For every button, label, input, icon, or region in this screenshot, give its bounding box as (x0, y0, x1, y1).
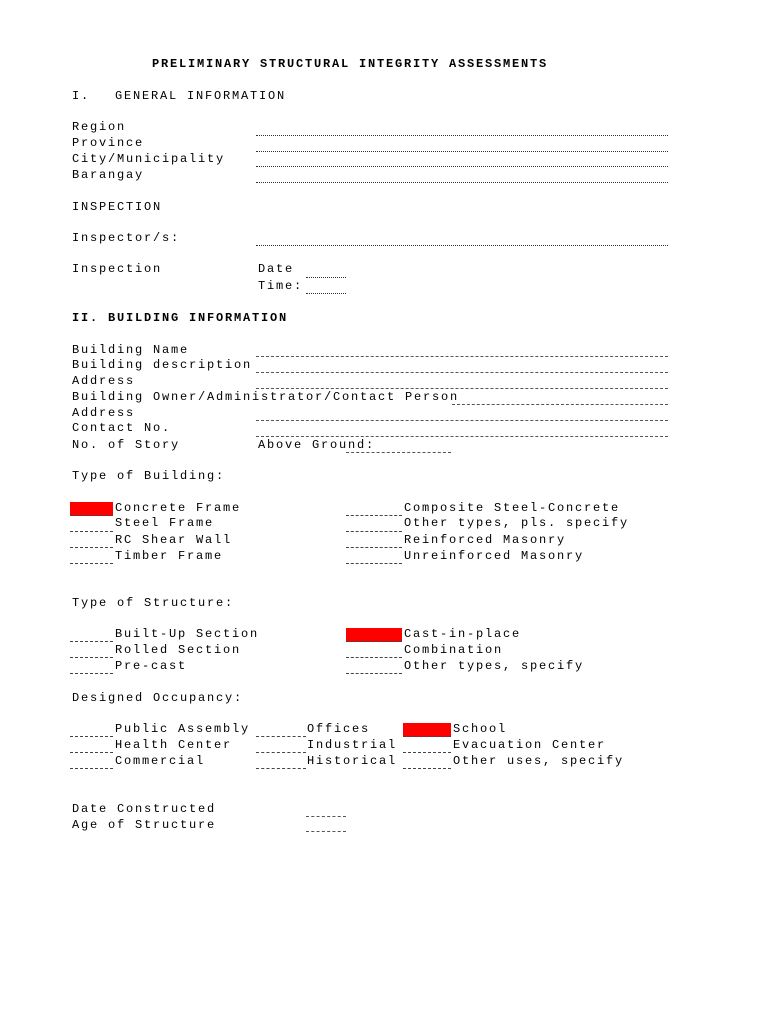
other-structure-types-checkbox[interactable] (346, 660, 402, 674)
rc-shear-wall-label: RC Shear Wall (115, 533, 233, 547)
inspection-label: Inspection (72, 262, 163, 276)
above-ground-label: Above Ground: (258, 438, 376, 452)
age-of-structure-label: Age of Structure (72, 818, 217, 832)
other-uses-checkbox[interactable] (403, 755, 451, 769)
commercial-checkbox[interactable] (70, 755, 113, 769)
cast-in-place-label: Cast-in-place (404, 627, 522, 641)
concrete-frame-checkbox[interactable] (70, 502, 113, 516)
combination-checkbox[interactable] (346, 644, 402, 658)
offices-checkbox[interactable] (256, 723, 306, 737)
designed-occupancy-label: Designed Occupancy: (72, 691, 244, 705)
building-name-label: Building Name (72, 343, 190, 357)
province-label: Province (72, 136, 145, 150)
timber-frame-label: Timber Frame (115, 549, 224, 563)
no-of-story-label: No. of Story (72, 438, 181, 452)
section-2-heading: II. BUILDING INFORMATION (72, 311, 289, 325)
industrial-checkbox[interactable] (256, 739, 306, 753)
address-label: Address (72, 374, 136, 388)
evacuation-center-checkbox[interactable] (403, 739, 451, 753)
public-assembly-label: Public Assembly (115, 722, 251, 736)
date-constructed-label: Date Constructed (72, 802, 217, 816)
inspectors-field[interactable] (256, 245, 668, 246)
section-1-heading: GENERAL INFORMATION (115, 89, 287, 103)
reinforced-masonry-label: Reinforced Masonry (404, 533, 567, 547)
other-building-types-label: Other types, pls. specify (404, 516, 630, 530)
section-1-number: I. (72, 89, 91, 103)
city-municipality-field[interactable] (256, 166, 668, 167)
built-up-section-label: Built-Up Section (115, 627, 260, 641)
school-checkbox[interactable] (403, 723, 451, 737)
inspection-time-field[interactable] (306, 293, 346, 294)
combination-label: Combination (404, 643, 504, 657)
building-name-field[interactable] (256, 356, 668, 357)
region-field[interactable] (256, 135, 668, 136)
public-assembly-checkbox[interactable] (70, 723, 113, 737)
barangay-field[interactable] (256, 182, 668, 183)
pre-cast-label: Pre-cast (115, 659, 188, 673)
other-building-types-checkbox[interactable] (346, 518, 402, 532)
industrial-label: Industrial (307, 738, 398, 752)
type-of-building-label: Type of Building: (72, 469, 226, 483)
commercial-label: Commercial (115, 754, 206, 768)
region-label: Region (72, 120, 127, 134)
owner-field[interactable] (452, 404, 668, 405)
composite-steel-concrete-label: Composite Steel-Concrete (404, 501, 621, 515)
cast-in-place-checkbox[interactable] (346, 628, 402, 642)
other-structure-types-label: Other types, specify (404, 659, 585, 673)
school-label: School (453, 722, 508, 736)
steel-frame-label: Steel Frame (115, 516, 215, 530)
province-field[interactable] (256, 151, 668, 152)
historical-checkbox[interactable] (256, 755, 306, 769)
concrete-frame-label: Concrete Frame (115, 501, 242, 515)
building-description-label: Building description (72, 358, 253, 372)
inspection-date-label: Date (258, 262, 295, 276)
reinforced-masonry-checkbox[interactable] (346, 534, 402, 548)
offices-label: Offices (307, 722, 371, 736)
barangay-label: Barangay (72, 168, 145, 182)
steel-frame-checkbox[interactable] (70, 518, 113, 532)
form-title: PRELIMINARY STRUCTURAL INTEGRITY ASSESSMENTS (152, 57, 549, 71)
timber-frame-checkbox[interactable] (70, 550, 113, 564)
age-of-structure-field[interactable] (306, 831, 346, 832)
date-constructed-field[interactable] (306, 816, 346, 817)
inspectors-label: Inspector/s: (72, 231, 181, 245)
owner-label: Building Owner/Administrator/Contact Person (72, 390, 460, 404)
health-center-label: Health Center (115, 738, 233, 752)
historical-label: Historical (307, 754, 398, 768)
type-of-structure-label: Type of Structure: (72, 596, 235, 610)
inspection-date-field[interactable] (306, 277, 346, 278)
contact-no-label: Contact No. (72, 421, 172, 435)
composite-steel-concrete-checkbox[interactable] (346, 502, 402, 516)
pre-cast-checkbox[interactable] (70, 660, 113, 674)
unreinforced-masonry-label: Unreinforced Masonry (404, 549, 585, 563)
health-center-checkbox[interactable] (70, 739, 113, 753)
evacuation-center-label: Evacuation Center (453, 738, 607, 752)
owner-address-field[interactable] (256, 420, 668, 421)
rolled-section-label: Rolled Section (115, 643, 242, 657)
inspection-heading: INSPECTION (72, 200, 163, 214)
owner-address-label: Address (72, 406, 136, 420)
built-up-section-checkbox[interactable] (70, 628, 113, 642)
inspection-time-label: Time: (258, 279, 304, 293)
building-description-field[interactable] (256, 372, 668, 373)
rolled-section-checkbox[interactable] (70, 644, 113, 658)
unreinforced-masonry-checkbox[interactable] (346, 550, 402, 564)
city-municipality-label: City/Municipality (72, 152, 226, 166)
other-uses-label: Other uses, specify (453, 754, 625, 768)
rc-shear-wall-checkbox[interactable] (70, 534, 113, 548)
above-ground-field[interactable] (346, 452, 451, 453)
